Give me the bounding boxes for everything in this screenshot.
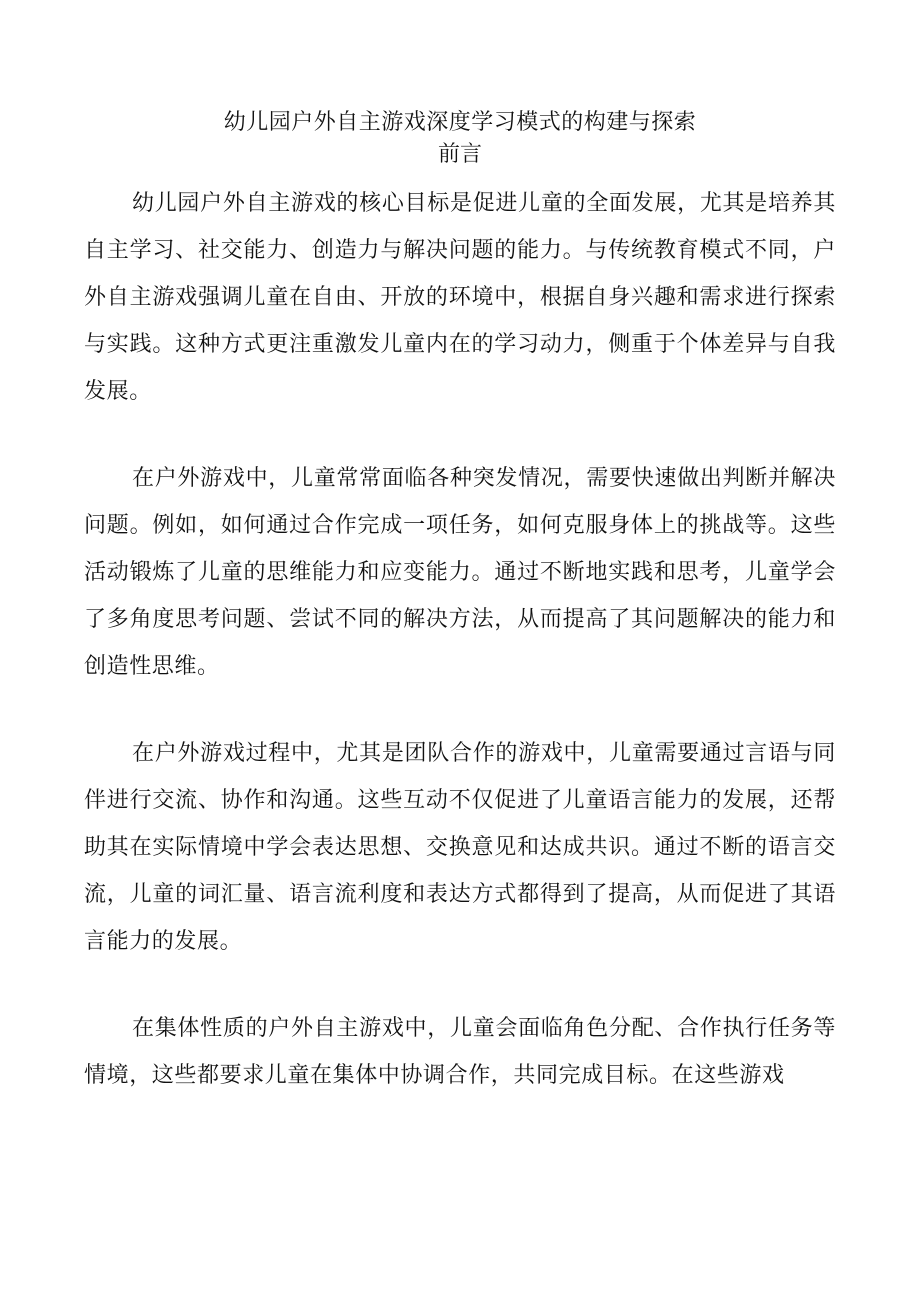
document-title: 幼儿园户外自主游戏深度学习模式的构建与探索 xyxy=(223,110,697,135)
paragraph-1: 幼儿园户外自主游戏的核心目标是促进儿童的全面发展，尤其是培养其自主学习、社交能力、创造力与解决问题的能力。与传统教育模式不同，户外自主游戏强调儿童在自由、开放的环境中，根据自身兴趣和需求进行探索与实践。这种方式更注重激发儿童内在的学习动力，侧重于个体差异与自我发展。 xyxy=(84,191,836,404)
paragraph-4: 在集体性质的户外自主游戏中，儿童会面临角色分配、合作执行任务等情境，这些都要求儿童在集体中协调合作，共同完成目标。在这些游戏 xyxy=(84,1016,836,1088)
paragraph-3: 在户外游戏过程中，尤其是团队合作的游戏中，儿童需要通过言语与同伴进行交流、协作和沟通。这些互动不仅促进了儿童语言能力的发展，还帮助其在实际情境中学会表达思想、交换意见和达成共识。通过不断的语言交流，儿童的词汇量、语言流利度和表达方式都得到了提高，从而促进了其语言能力的发展。 xyxy=(84,741,836,954)
document-body xyxy=(84,180,836,1139)
section-heading: 前言 xyxy=(437,142,482,167)
paragraph-2: 在户外游戏中，儿童常常面临各种突发情况，需要快速做出判断并解决问题。例如，如何通过合作完成一项任务，如何克服身体上的挑战等。这些活动锻炼了儿童的思维能力和应变能力。通过不断地实践和思考，儿童学会了多角度思考问题、尝试不同的解决方法，从而提高了其问题解决的能力和创造性思维。 xyxy=(84,466,836,679)
